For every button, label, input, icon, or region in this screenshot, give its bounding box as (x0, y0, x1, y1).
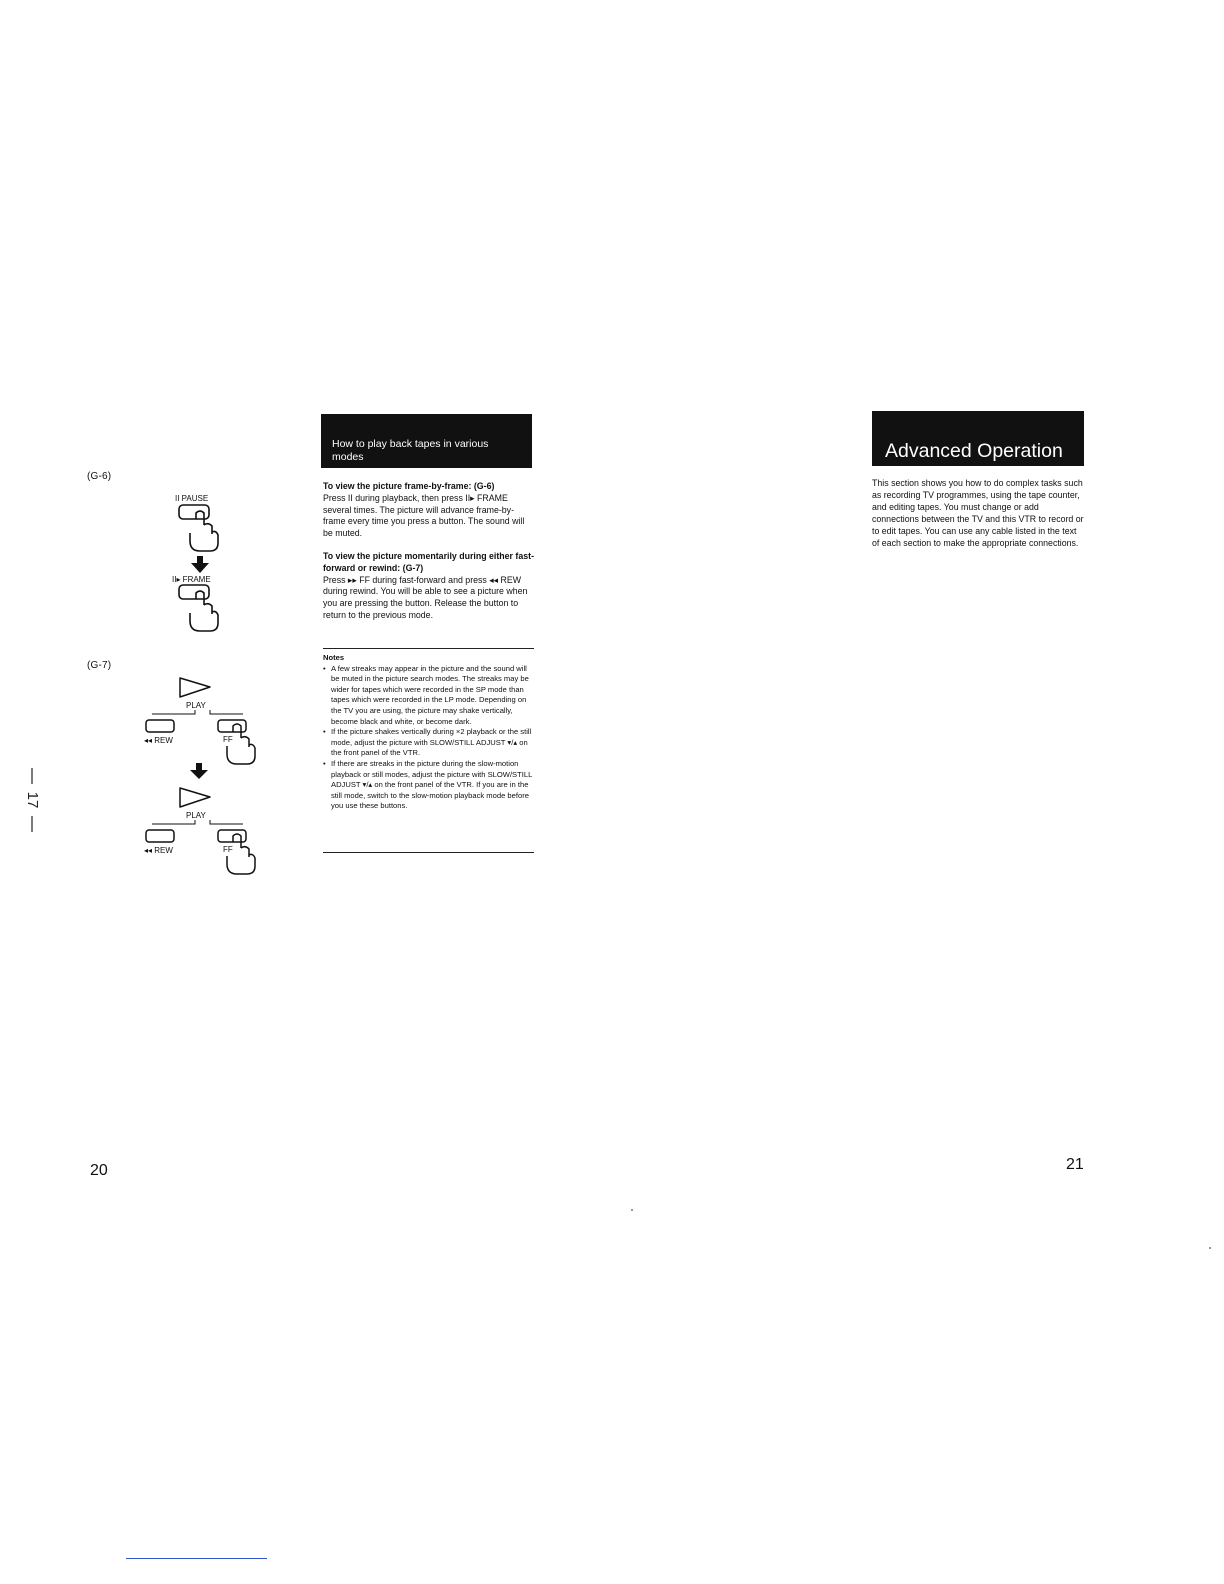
notes-top-rule (323, 648, 534, 649)
momentary-view-body: Press ▸▸ FF during fast-forward and press ◂◂ REW during rewind. You will be able to see a picture when you are pressing the button. Release the button to return to the previous mode. (323, 574, 528, 620)
play-button-label: PLAY (186, 811, 206, 820)
notes-bottom-rule (323, 852, 534, 853)
ff-button-label: FF (223, 735, 233, 744)
play-button-label: PLAY (186, 701, 206, 710)
bracket-line (152, 820, 243, 824)
rew-button-shape (146, 720, 174, 732)
footer-line (126, 1558, 267, 1559)
rew-button-label: ◂◂ REW (144, 846, 173, 855)
bracket-line (152, 710, 243, 714)
section-banner: How to play back tapes in various modes (321, 414, 532, 468)
note-item: • A few streaks may appear in the picture and the sound will be muted in the picture search modes. The streaks may be wider for tapes which were recorded in the SP mode than tapes which were recorded in the LP mode. Depending on the TV you are using, the picture may shake vertically, become black and white, or become dark. (323, 664, 534, 728)
ff-button-label: FF (223, 845, 233, 854)
svg-text:17: 17 (24, 791, 42, 809)
frame-button-press-illustration (179, 585, 218, 631)
frame-by-frame-heading: To view the picture frame-by-frame: (G-6) (323, 481, 495, 491)
playback-modes-text (323, 481, 534, 622)
down-arrow-icon (190, 763, 208, 779)
pause-button-press-illustration (179, 505, 218, 551)
frame-by-frame-body: Press II during playback, then press II▸ FRAME several times. The picture will advance frame-by-frame every time you press a button. The sound will be muted. (323, 492, 525, 539)
notes-block (323, 653, 534, 812)
notes-list (323, 664, 534, 812)
scan-speck (631, 1209, 633, 1211)
down-arrow-icon (191, 556, 209, 573)
note-item: • If the picture shakes vertically during ×2 playback or the still mode, adjust the picture with SLOW/STILL ADJUST ▾/▴ on the front panel of the VTR. (323, 727, 534, 759)
rew-button-shape (146, 830, 174, 842)
figure-g6-diagram (160, 503, 240, 638)
notes-title: Notes (323, 653, 345, 662)
note-item: • If there are streaks in the picture during the slow-motion playback or still modes, adjust the picture with SLOW/STILL ADJUST ▾/▴ on the front panel of the VTR. If you are in the still mode, switch to the slow-motion playback mode before you use these buttons. (323, 759, 534, 812)
pause-button-label: II PAUSE (175, 494, 209, 503)
side-page-mark (20, 768, 44, 832)
advanced-operation-banner: Advanced Operation (872, 411, 1084, 466)
rew-button-label: ◂◂ REW (144, 736, 173, 745)
play-button-shape (180, 678, 210, 697)
momentary-view-heading: To view the picture momentarily during either fast-forward or rewind: (G-7) (323, 550, 534, 573)
figure-label-g7: (G-7) (87, 660, 112, 671)
page-number-right: 21 (1066, 1156, 1084, 1173)
page-number-left: 20 (90, 1162, 108, 1179)
figure-label-g6: (G-6) (87, 471, 112, 482)
advanced-operation-intro: This section shows you how to do complex tasks such as recording TV programmes, using the tape counter, and editing tapes. You must change or add connections between the TV and this VTR to record or to edit tapes. You can use any cable listed in the text of each section to make the appropriate connections. (872, 478, 1084, 548)
frame-button-label: II▸ FRAME (172, 575, 211, 584)
scan-speck (1209, 1247, 1211, 1249)
play-button-shape (180, 788, 210, 807)
